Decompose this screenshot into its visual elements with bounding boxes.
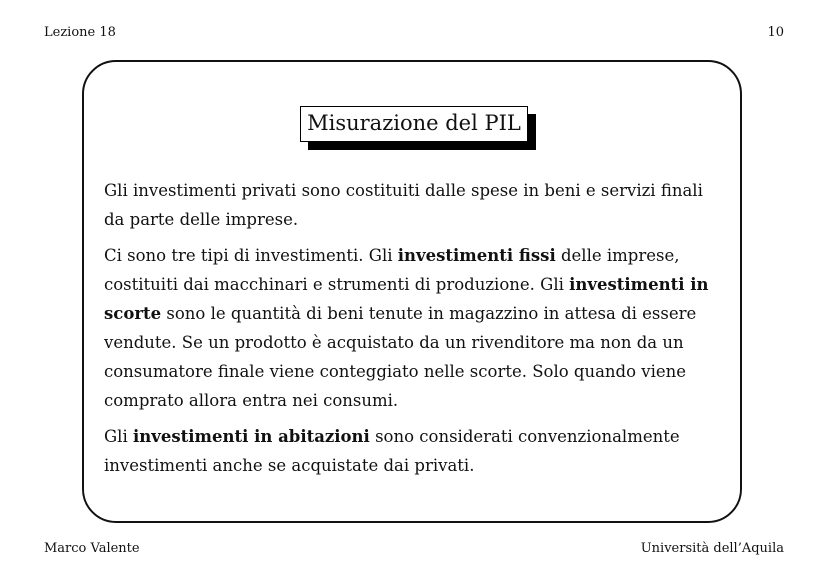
paragraph-private-investment <box>104 176 728 234</box>
term-housing-investment: investimenti in abitazioni <box>132 427 370 446</box>
slide-title: Misurazione del PIL <box>300 106 528 142</box>
paragraph-text: Gli <box>104 427 133 446</box>
term-inventory-investment: investimenti in scorte <box>104 275 709 323</box>
page-number: 10 <box>767 25 784 40</box>
term-fixed-investment: investimenti fissi <box>397 246 556 265</box>
paragraph-text: Ci sono tre tipi di investimenti. Gli <box>104 246 398 265</box>
paragraph-text: Gli investimenti privati sono costituiti dalle spese in beni e servizi finali da parte delle imprese. <box>104 181 703 229</box>
lecture-label: Lezione 18 <box>44 25 116 40</box>
slide-body <box>104 176 728 487</box>
institution-name: Università dell’Aquila <box>640 541 784 556</box>
author-name: Marco Valente <box>44 541 140 556</box>
paragraph-text: sono le quantità di beni tenute in magazzino in attesa di essere vendute. Se un prodotto è acquistato da un rivenditore ma non da un consumatore finale viene conteggiato nelle scorte. Solo quando viene comprato allora entra nei consumi. <box>104 304 697 410</box>
paragraph-text: delle imprese, costituiti dai macchinari e strumenti di produzione. Gli <box>104 246 680 294</box>
paragraph-text: sono considerati convenzionalmente investimenti anche se acquistate dai privati. <box>104 427 680 475</box>
slide-title-wrap <box>0 106 828 142</box>
slide-title-box <box>300 106 528 142</box>
paragraph-housing-investment <box>104 422 728 480</box>
paragraph-investment-types <box>104 241 728 415</box>
